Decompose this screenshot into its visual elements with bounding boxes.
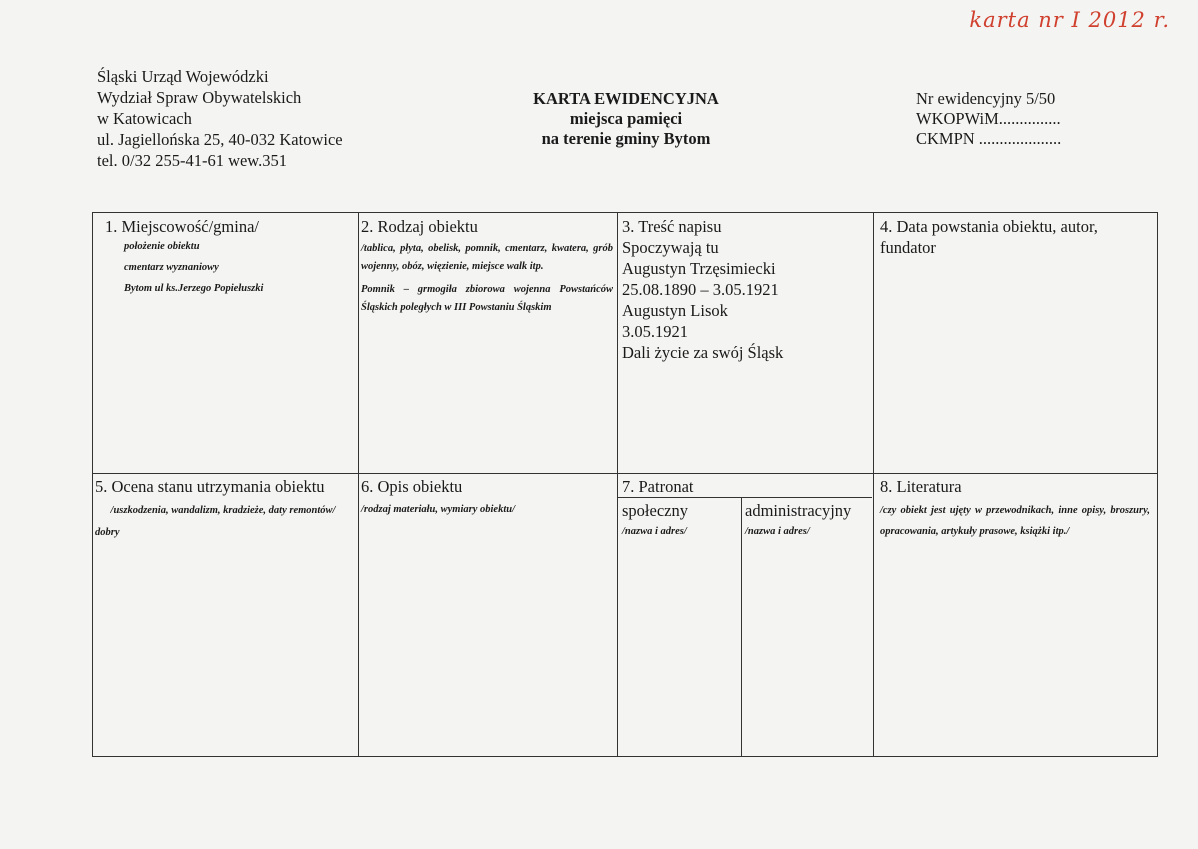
sender-line: Śląski Urząd Wojewódzki xyxy=(97,67,269,86)
sender-address xyxy=(97,66,343,171)
column-divider xyxy=(617,213,618,756)
row-divider xyxy=(93,473,1157,474)
cell-inscription xyxy=(622,216,870,363)
handwritten-annotation: karta nr I 2012 r. xyxy=(969,8,1170,32)
patronage-social xyxy=(622,500,737,541)
cell-object-type-value: Pomnik – grmogiła zbiorowa wojenna Powstańców Śląskich poległych w III Powstaniu Śląskim xyxy=(361,284,613,313)
patronage-admin-label: administracyjny xyxy=(745,501,852,520)
cell-object-type-title: 2. Rodzaj obiektu xyxy=(361,217,478,236)
registry-numbers xyxy=(916,89,1061,149)
title-line-2: miejsca pamięci xyxy=(569,109,683,128)
cell-creation-date-title: 4. Data powstania obiektu, autor, xyxy=(880,217,1098,236)
inscription-line: Augustyn Trzęsimiecki xyxy=(622,259,776,278)
cell-location-title: 1. Miejscowość/gmina/ xyxy=(105,217,259,236)
patronat-column-divider xyxy=(741,497,742,756)
cell-description-title: 6. Opis obiektu xyxy=(361,477,463,496)
inscription-line: Augustyn Lisok xyxy=(622,301,728,320)
patronage-social-label: społeczny xyxy=(622,501,688,520)
title-line-3: na terenie gminy Bytom xyxy=(541,129,711,148)
cell-location xyxy=(105,216,355,298)
cell-object-type xyxy=(361,216,613,317)
column-divider xyxy=(358,213,359,756)
sender-line: ul. Jagiellońska 25, 40-032 Katowice xyxy=(97,130,343,149)
registry-nr: Nr ewidencyjny 5/50 xyxy=(916,89,1056,108)
inscription-line: 3.05.1921 xyxy=(622,322,688,341)
sender-line: Wydział Spraw Obywatelskich xyxy=(97,88,302,107)
inscription-line: Dali życie za swój Śląsk xyxy=(622,343,784,362)
cell-literature xyxy=(880,476,1150,542)
cell-inscription-title: 3. Treść napisu xyxy=(622,217,722,236)
cell-creation-date-title-2: fundator xyxy=(880,238,936,257)
cell-location-hint: położenie obiektu xyxy=(124,241,200,252)
patronat-divider xyxy=(617,497,872,498)
patronage-admin-hint: /nazwa i adres/ xyxy=(745,526,810,537)
cell-location-value-2: Bytom ul ks.Jerzego Popiełuszki xyxy=(124,283,264,294)
cell-condition xyxy=(95,476,355,542)
cell-description xyxy=(361,476,613,519)
cell-patronage-title: 7. Patronat xyxy=(622,477,694,496)
cell-condition-value: dobry xyxy=(95,527,120,538)
inscription-line: 25.08.1890 – 3.05.1921 xyxy=(622,280,779,299)
cell-condition-title: 5. Ocena stanu utrzymania obiektu xyxy=(95,477,325,496)
cell-description-hint: /rodzaj materiału, wymiary obiektu/ xyxy=(361,504,516,515)
registry-wkopwim: WKOPWiM............... xyxy=(916,109,1061,128)
cell-condition-hint: /uszkodzenia, wandalizm, kradzieże, daty remontów/ xyxy=(110,505,336,516)
cell-creation-date xyxy=(880,216,1150,258)
sender-line: tel. 0/32 255-41-61 wew.351 xyxy=(97,151,288,170)
patronage-social-hint: /nazwa i adres/ xyxy=(622,526,687,537)
cell-object-type-hint: /tablica, płyta, obelisk, pomnik, cmentarz, kwatera, grób wojenny, obóz, więzienie, miejsce walk itp. xyxy=(361,243,613,272)
column-divider xyxy=(873,213,874,756)
cell-patronage xyxy=(622,476,867,497)
document-title xyxy=(456,89,796,149)
sender-line: w Katowicach xyxy=(97,109,192,128)
record-table xyxy=(92,212,1158,757)
inscription-line: Spoczywają tu xyxy=(622,238,719,257)
registry-ckmpn: CKMPN .................... xyxy=(916,129,1062,148)
cell-literature-title: 8. Literatura xyxy=(880,477,962,496)
cell-location-value-1: cmentarz wyznaniowy xyxy=(124,262,219,273)
title-line-1: KARTA EWIDENCYJNA xyxy=(533,89,719,108)
patronage-admin xyxy=(745,500,871,541)
cell-literature-hint: /czy obiekt jest ujęty w przewodnikach, inne opisy, broszury, opracowania, artykuły prasowe, książki itp./ xyxy=(880,505,1150,537)
